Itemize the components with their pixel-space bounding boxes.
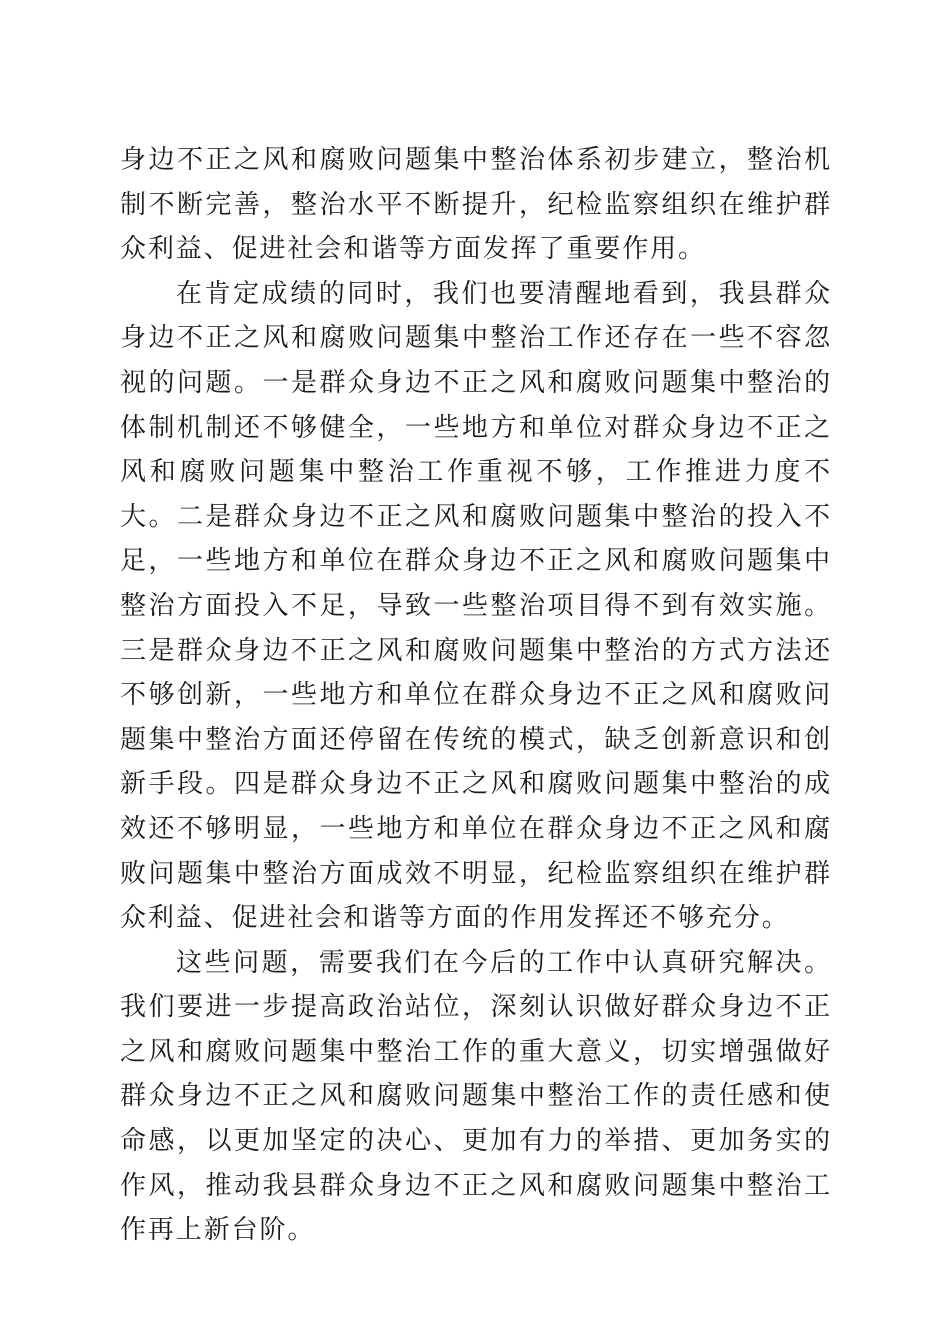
- document-body: [120, 138, 832, 1253]
- paragraph-3: 这些问题，需要我们在今后的工作中认真研究解决。我们要进一步提高政治站位，深刻认识做好群众身边不正之风和腐败问题集中整治工作的重大意义，切实增强做好群众身边不正之风和腐败问题集中整治工作的责任感和使命感，以更加坚定的决心、更加有力的举措、更加务实的作风，推动我县群众身边不正之风和腐败问题集中整治工作再上新台阶。: [120, 947, 832, 1246]
- paragraph-2: 在肯定成绩的同时，我们也要清醒地看到，我县群众身边不正之风和腐败问题集中整治工作还存在一些不容忽视的问题。一是群众身边不正之风和腐败问题集中整治的体制机制还不够健全，一些地方和单位对群众身边不正之风和腐败问题集中整治工作重视不够，工作推进力度不大。二是群众身边不正之风和腐败问题集中整治的投入不足，一些地方和单位在群众身边不正之风和腐败问题集中整治方面投入不足，导致一些整治项目得不到有效实施。三是群众身边不正之风和腐败问题集中整治的方式方法还不够创新，一些地方和单位在群众身边不正之风和腐败问题集中整治方面还停留在传统的模式，缺乏创新意识和创新手段。四是群众身边不正之风和腐败问题集中整治的成效还不够明显，一些地方和单位在群众身边不正之风和腐败问题集中整治方面成效不明显，纪检监察组织在维护群众利益、促进社会和谐等方面的作用发挥还不够充分。: [120, 278, 832, 934]
- paragraph-1: 身边不正之风和腐败问题集中整治体系初步建立，整治机制不断完善，整治水平不断提升，纪检监察组织在维护群众利益、促进社会和谐等方面发挥了重要作用。: [120, 145, 832, 265]
